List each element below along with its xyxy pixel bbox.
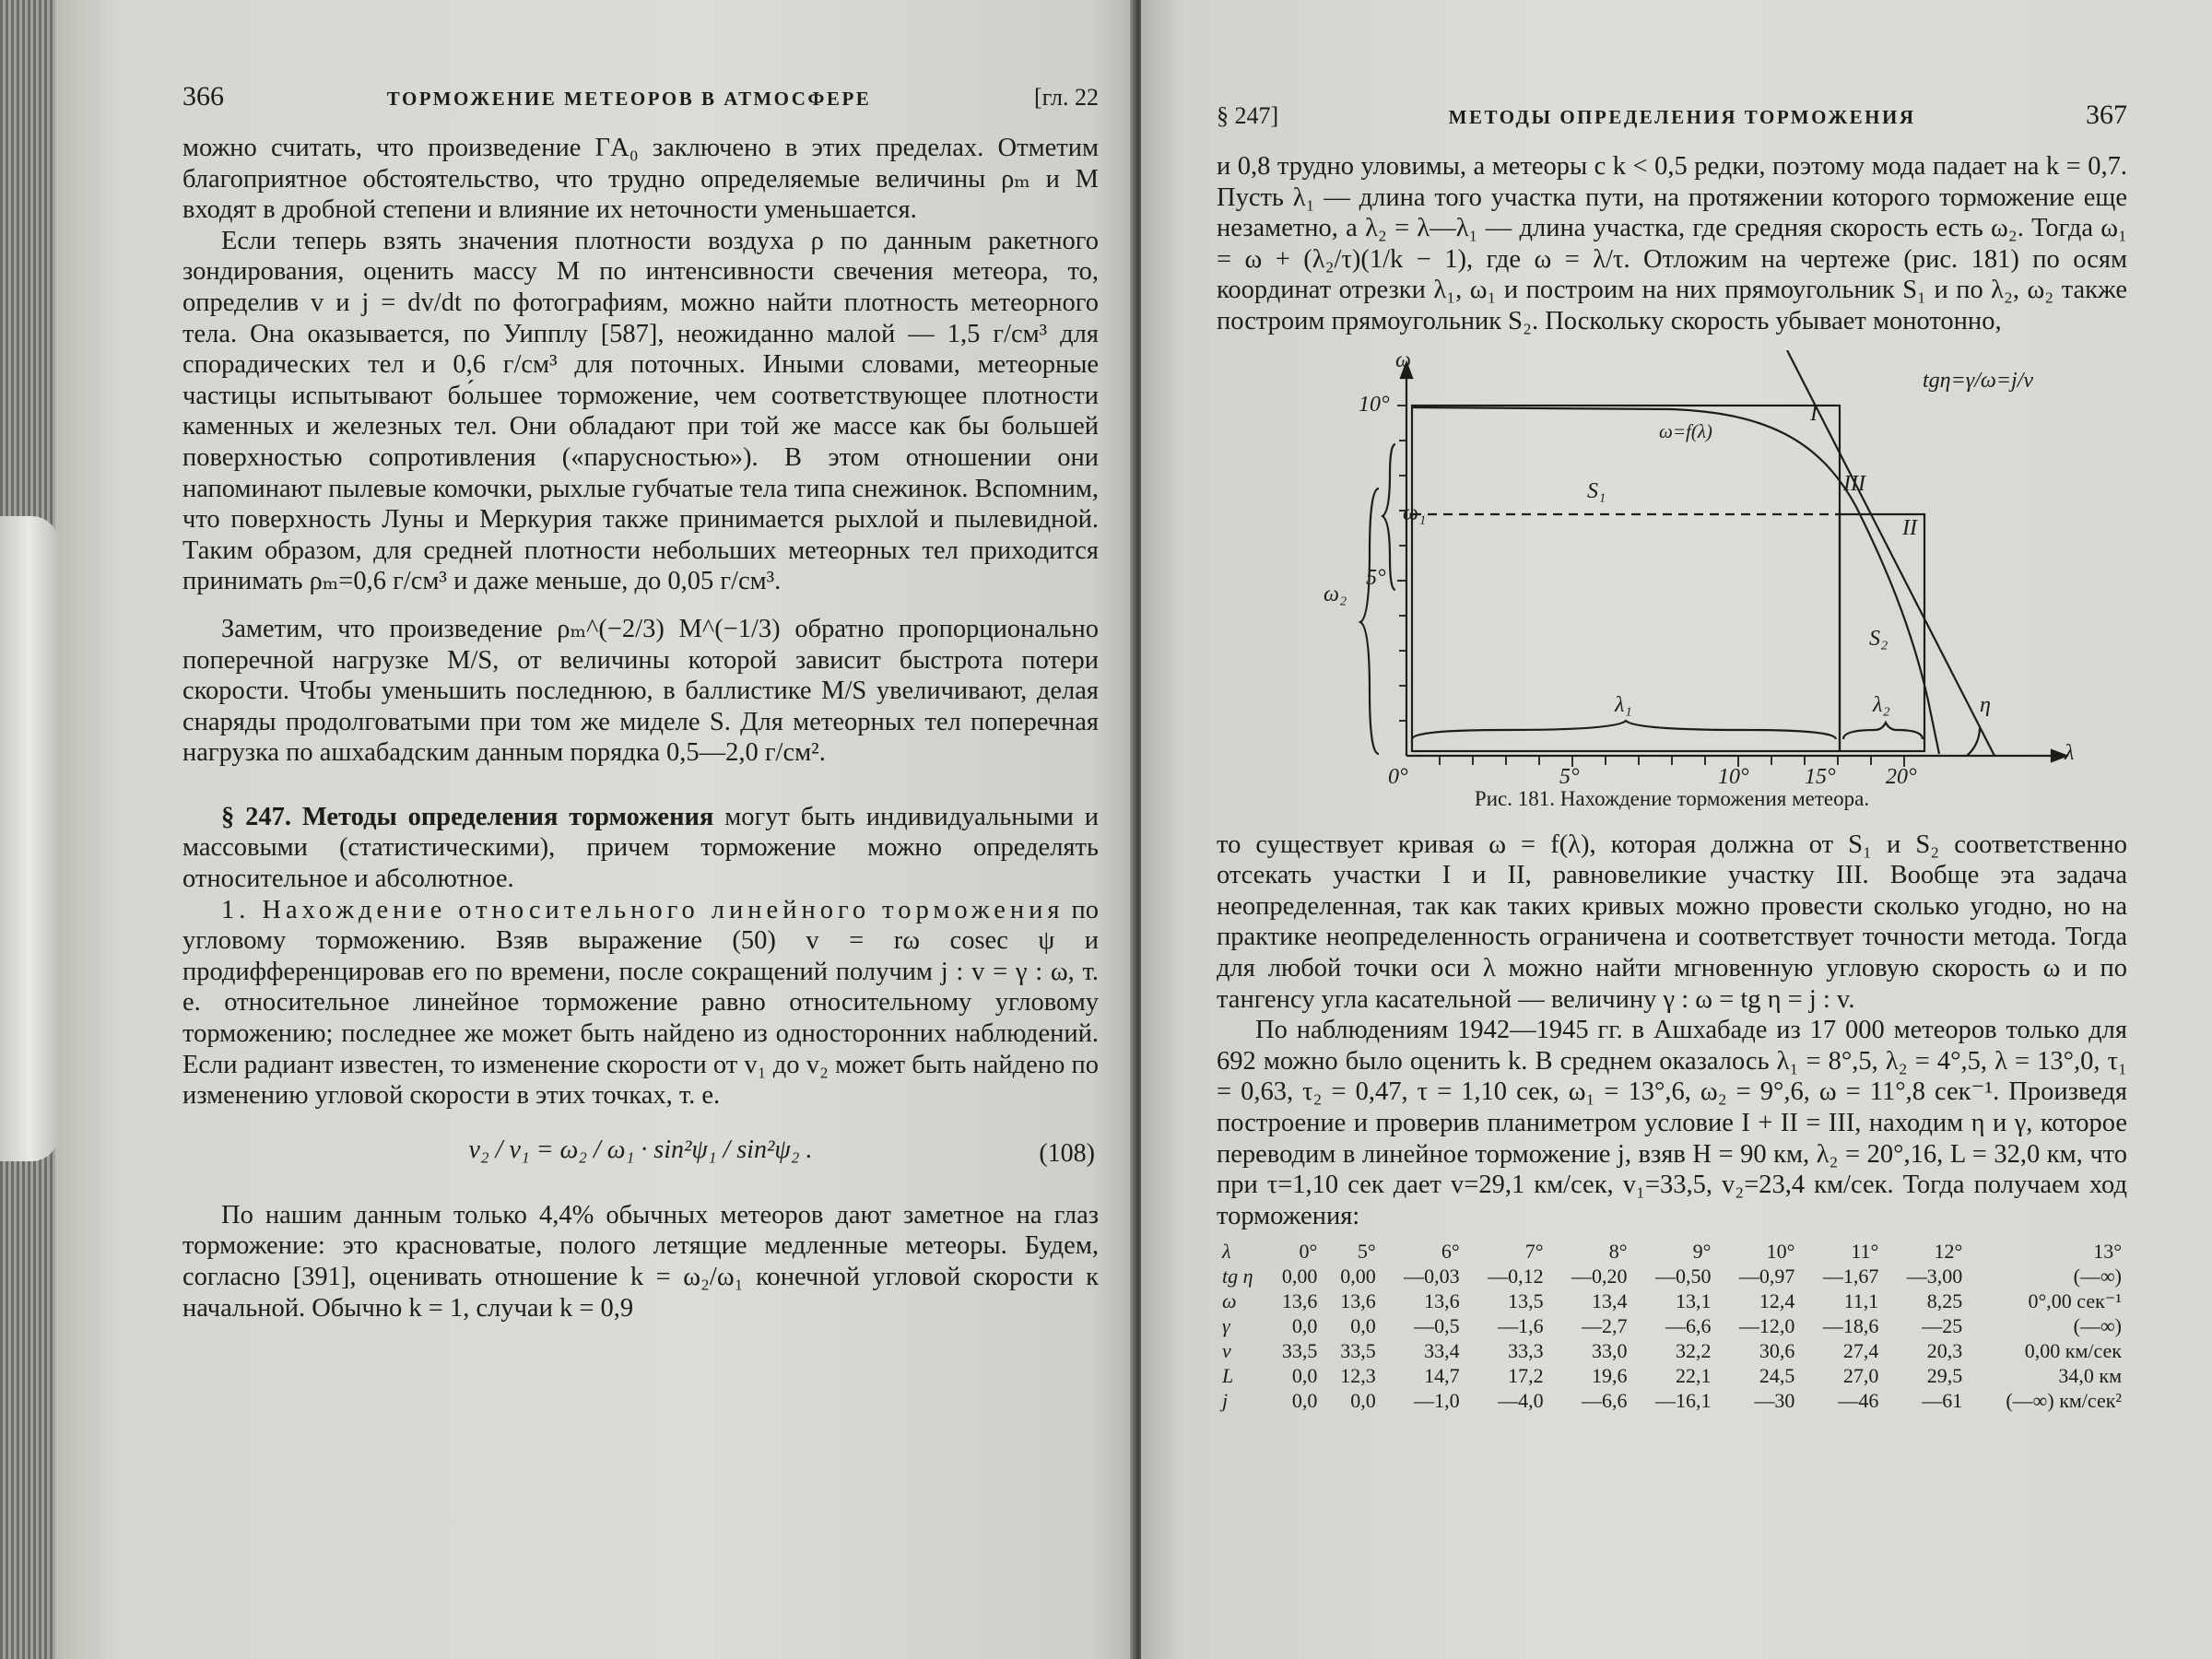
table-cell: 24,5 bbox=[1759, 1364, 1795, 1388]
table-row bbox=[1217, 1239, 2127, 1264]
table-cell: —25 bbox=[1922, 1314, 1963, 1338]
table-cell: —61 bbox=[1922, 1389, 1963, 1413]
table-cell: 29,5 bbox=[1926, 1364, 1963, 1388]
table-cell: 8,25 bbox=[1926, 1289, 1963, 1313]
label-omega1: ω₁ bbox=[1403, 500, 1427, 525]
table-cell: 11° bbox=[1851, 1240, 1879, 1264]
left-paragraph-2: Если теперь взять значения плотности воздуха ρ по данным ракетного зондирования, оценить массу M по интенсивности свечения метеора, то, определив v и j = dv/dt по фотографиям, можно найти плотность метеорного тела. Она оказывается, по Уипплу [587], неожиданно малой — 1,5 г/см³ для спорадических тел и 0,6 г/см³ для поточных. Иными словами, метеорные частицы испытывают бо́льшее торможение, чем соответствующее плотности каменных и железных тел. Они обладают при той же массе как бы большей поверхностью сопротивления («парусностью»). В этом отношении они напоминают пылевые комочки, рыхлые губчатые тела типа снежинок. Вспомним, что поверхность Луны и Меркурия также принимается рыхлой и пылевидной. Таким образом, для средней плотности небольших метеорных тел приходится принимать ρₘ=0,6 г/см³ и даже меньше, до 0,05 г/см³. bbox=[182, 226, 1099, 596]
method-1-title: 1. Нахождение относительного линейного торможения bbox=[221, 895, 1065, 924]
table-cell: 10° bbox=[1766, 1240, 1795, 1264]
table-cell: 0,0 bbox=[1291, 1364, 1318, 1388]
table-cell: 19,6 bbox=[1592, 1364, 1628, 1388]
right-paragraph-3: По наблюдениям 1942—1945 гг. в Ашхабаде из 17 000 метеоров только для 692 можно было оценить k. В среднем оказалось λ₁ = 8°,5, λ₂ = 4°,5, λ = 13°,0, τ₁ = 0,63, τ₂ = 0,47, τ = 1,10 сек, ω₁ = 13°,6, ω₂ = 9°,6, ω = 11°,8 сек⁻¹. Произведя построение и проверив планиметром условие I + II = III, находим η и γ, которое переводим в линейное торможение j, взяв H = 90 км, λ₂ = 20°,16, L = 32,0 км, что при τ=1,10 сек дает v=29,1 км/сек, v₁=33,5, v₂=23,4 км/сек. Тогда получаем ход торможения: bbox=[1217, 1016, 2127, 1230]
left-page-number: 366 bbox=[182, 81, 224, 112]
table-cell: 5° bbox=[1357, 1240, 1376, 1264]
x-tick-10: 10° bbox=[1718, 764, 1749, 789]
right-header-section: § 247] bbox=[1217, 102, 1279, 129]
x-tick-0: 0° bbox=[1388, 764, 1408, 789]
y-tick-10: 10° bbox=[1359, 392, 1390, 417]
page-clip bbox=[0, 516, 59, 1161]
table-cell: 0° bbox=[1299, 1240, 1318, 1264]
braking-table bbox=[1217, 1239, 2127, 1413]
table-row-header: tg η bbox=[1222, 1265, 1253, 1288]
table-cell: 12° bbox=[1934, 1240, 1963, 1264]
table-cell: (—∞) bbox=[2073, 1314, 2122, 1338]
left-header-chapter: [гл. 22 bbox=[1034, 84, 1099, 111]
table-cell: 0,00 bbox=[1281, 1265, 1318, 1288]
brace-omega2 bbox=[1360, 488, 1379, 754]
table-cell: —6,6 bbox=[1665, 1314, 1712, 1338]
table-cell: 13,1 bbox=[1675, 1289, 1712, 1313]
table-cell: 17,2 bbox=[1508, 1364, 1544, 1388]
table-row bbox=[1217, 1363, 2127, 1388]
table-cell: 13,4 bbox=[1592, 1289, 1628, 1313]
table-cell: 0,0 bbox=[1350, 1314, 1376, 1338]
formula-108-body: v₂ / v₁ = ω₂ / ω₁ · sin²ψ₁ / sin²ψ₂ . bbox=[468, 1135, 813, 1164]
label-s1: S₁ bbox=[1587, 478, 1606, 503]
method-1-text: по угловому торможению. Взяв выражение (50) v = rω cosec ψ и продифференцировав его по времени, после сокращений получим j : v = γ : ω, т. е. относительное линейное торможение равно относительному угловому торможению; последнее же может быть найдено из односторонних наблюдений. Если радиант известен, то изменение скорости от v₁ до v₂ может быть найдено по изменению угловой скорости в этих точках, т. е. bbox=[182, 895, 1099, 1111]
table-cell: 0,00 км/сек bbox=[2024, 1339, 2122, 1363]
curve-omega-f-lambda bbox=[1412, 407, 1939, 754]
table-cell: 22,1 bbox=[1675, 1364, 1712, 1388]
table-cell: 9° bbox=[1692, 1240, 1712, 1264]
table-cell: 33,5 bbox=[1281, 1339, 1318, 1363]
table-cell: 13,5 bbox=[1508, 1289, 1544, 1313]
label-lambda1: λ₁ bbox=[1615, 692, 1632, 717]
label-region-iii: III bbox=[1843, 471, 1865, 496]
table-cell: 14,7 bbox=[1424, 1364, 1460, 1388]
table-row bbox=[1217, 1313, 2127, 1338]
x-tick-5: 5° bbox=[1559, 764, 1580, 789]
left-page bbox=[55, 0, 1134, 1659]
table-cell: 33,5 bbox=[1340, 1339, 1376, 1363]
table-cell: —18,6 bbox=[1822, 1314, 1879, 1338]
figure-181 bbox=[1266, 347, 2077, 789]
table-cell: —46 bbox=[1838, 1389, 1879, 1413]
table-row bbox=[1217, 1264, 2127, 1288]
table-cell: —0,5 bbox=[1414, 1314, 1460, 1338]
label-omega2: ω₂ bbox=[1324, 582, 1347, 606]
table-cell: —12,0 bbox=[1738, 1314, 1795, 1338]
table-cell: —0,97 bbox=[1738, 1265, 1795, 1288]
table-cell: 8° bbox=[1608, 1240, 1628, 1264]
left-paragraph-5 bbox=[182, 895, 1099, 1112]
table-cell: 6° bbox=[1441, 1240, 1460, 1264]
table-row bbox=[1217, 1338, 2127, 1363]
table-cell: —1,6 bbox=[1498, 1314, 1544, 1338]
label-lambda2: λ₂ bbox=[1873, 692, 1890, 717]
table-cell: —30 bbox=[1754, 1389, 1795, 1413]
table-row-header: v bbox=[1222, 1339, 1231, 1363]
table-cell: (—∞) км/сек² bbox=[2006, 1389, 2122, 1413]
brace-lambda1 bbox=[1412, 721, 1836, 739]
label-region-i: I bbox=[1810, 401, 1818, 426]
brace-lambda2 bbox=[1843, 723, 1923, 739]
figure-formula: tgη=γ/ω=j/v bbox=[1923, 368, 2034, 393]
angle-eta-arc bbox=[1967, 728, 1980, 756]
table-row-header: ω bbox=[1222, 1289, 1237, 1313]
table-row-header: L bbox=[1222, 1364, 1234, 1388]
section-247-title: § 247. Методы определения торможения bbox=[221, 802, 714, 831]
figure-181-caption: Рис. 181. Нахождение торможения метеора. bbox=[1474, 786, 1870, 810]
table-row bbox=[1217, 1288, 2127, 1313]
right-header-title: МЕТОДЫ ОПРЕДЕЛЕНИЯ ТОРМОЖЕНИЯ bbox=[1448, 106, 1916, 128]
x-tick-15: 15° bbox=[1805, 764, 1836, 789]
table-cell: 33,4 bbox=[1424, 1339, 1460, 1363]
table-row-header: λ bbox=[1222, 1240, 1231, 1264]
table-cell: 11,1 bbox=[1843, 1289, 1879, 1313]
table-cell: —0,03 bbox=[1404, 1265, 1460, 1288]
axis-label-omega: ω bbox=[1395, 347, 1411, 372]
table-cell: —16,1 bbox=[1654, 1389, 1712, 1413]
table-cell: —0,50 bbox=[1654, 1265, 1712, 1288]
table-cell: 12,4 bbox=[1759, 1289, 1795, 1313]
left-paragraph-3: Заметим, что произведение ρₘ^(−2/3) M^(−1/3) обратно пропорционально поперечной нагрузке M/S, от величины которой зависит быстрота потери скорости. Чтобы уменьшить последнюю, в баллистике M/S увеличивают, делая снаряды продолговатыми при том же миделе S. Для метеорных тел поперечная нагрузка по ашхабадским данным порядка 0,5—2,0 г/см². bbox=[182, 614, 1099, 768]
left-paragraph-4 bbox=[182, 802, 1099, 895]
table-cell: —1,0 bbox=[1414, 1389, 1460, 1413]
table-cell: —1,67 bbox=[1822, 1265, 1879, 1288]
table-cell: 34,0 км bbox=[2058, 1364, 2122, 1388]
label-region-ii: II bbox=[1902, 515, 1917, 540]
table-cell: 30,6 bbox=[1759, 1339, 1795, 1363]
axis-label-lambda: λ bbox=[2065, 740, 2075, 765]
table-cell: —2,7 bbox=[1582, 1314, 1628, 1338]
table-cell: 13,6 bbox=[1424, 1289, 1460, 1313]
right-running-header bbox=[1217, 100, 2127, 131]
right-page-number: 367 bbox=[2086, 100, 2127, 130]
table-cell: 20,3 bbox=[1926, 1339, 1963, 1363]
formula-108-number: (108) bbox=[1039, 1138, 1095, 1168]
table-cell: —0,20 bbox=[1571, 1265, 1628, 1288]
right-paragraph-1: и 0,8 трудно уловимы, а метеоры с k < 0,5 редки, поэтому мода падает на k = 0,7. Пусть λ₁ — длина того участка пути, на протяжении которого торможение еще незаметно, а λ₂ = λ—λ₁ — длина участка, где средняя скорость есть ω₂. Тогда ω₁ = ω + (λ₂/τ)(1/k − 1), где ω = λ/τ. Отложим на чертеже (рис. 181) по осям координат отрезки λ₁, ω₁ и построим на них прямоугольник S₁ и по λ₂, ω₂ также построим прямоугольник S₂. Поскольку скорость убывает монотонно, bbox=[1217, 152, 2127, 335]
table-cell: —3,00 bbox=[1906, 1265, 1963, 1288]
table-cell: 13,6 bbox=[1281, 1289, 1318, 1313]
table-cell: 27,0 bbox=[1842, 1364, 1879, 1388]
table-cell: 32,2 bbox=[1675, 1339, 1712, 1363]
table-cell: 0,0 bbox=[1350, 1389, 1376, 1413]
y-tick-5: 5° bbox=[1366, 565, 1386, 590]
left-paragraph-1: можно считать, что произведение ΓA₀ заключено в этих пределах. Отметим благоприятное обстоятельство, что трудно определяемые величины ρₘ и M входят в дробной степени и влияние их неточности уменьшается. bbox=[182, 134, 1099, 225]
table-cell: 0,00 bbox=[1340, 1265, 1376, 1288]
left-header-title: ТОРМОЖЕНИЕ МЕТЕОРОВ В АТМОСФЕРЕ bbox=[386, 88, 872, 110]
table-cell: 13° bbox=[2093, 1240, 2122, 1264]
table-cell: —4,0 bbox=[1498, 1389, 1544, 1413]
table-cell: —6,6 bbox=[1582, 1389, 1628, 1413]
table-cell: 0°,00 сек⁻¹ bbox=[2028, 1289, 2122, 1313]
table-cell: 33,3 bbox=[1508, 1339, 1544, 1363]
table-cell: 7° bbox=[1524, 1240, 1544, 1264]
formula-108 bbox=[182, 1124, 1099, 1183]
label-s2: S₂ bbox=[1869, 626, 1888, 651]
table-cell: (—∞) bbox=[2073, 1265, 2122, 1288]
table-cell: 0,0 bbox=[1291, 1314, 1318, 1338]
table-cell: 13,6 bbox=[1340, 1289, 1376, 1313]
curve-label: ω=f(λ) bbox=[1659, 419, 1712, 442]
right-page bbox=[1141, 0, 2212, 1659]
tangent-line bbox=[1787, 350, 1994, 756]
y-axis-ticks bbox=[1397, 406, 1406, 721]
right-paragraph-2: то существует кривая ω = f(λ), которая должна от S₁ и S₂ соответственно отсекать участки I и II, равновеликие участку III. Вообще эта задача неопределенная, так как таких кривых можно провести сколько угодно, но на практике неопределенность ограничена и соответствует точности метода. Тогда для любой точки оси λ можно найти мгновенную угловую скорость ω и по тангенсу угла касательной — величину γ : ω = tg η = j : v. bbox=[1217, 830, 2127, 1014]
x-tick-20: 20° bbox=[1886, 764, 1917, 789]
table-cell: —0,12 bbox=[1488, 1265, 1544, 1288]
section-247-text: могут быть индивидуальными и массовыми (статистическими), причем торможение можно определять относительное и абсолютное. bbox=[182, 802, 1100, 894]
table-cell: 27,4 bbox=[1842, 1339, 1879, 1363]
table-row-header: γ bbox=[1222, 1314, 1230, 1338]
label-eta: η bbox=[1980, 692, 1991, 717]
table-cell: 12,3 bbox=[1340, 1364, 1376, 1388]
table-row-header: j bbox=[1222, 1389, 1229, 1413]
table-row bbox=[1217, 1388, 2127, 1413]
left-running-header bbox=[182, 81, 1099, 112]
table-cell: 33,0 bbox=[1592, 1339, 1628, 1363]
table-cell: 0,0 bbox=[1291, 1389, 1318, 1413]
left-paragraph-6: По нашим данным только 4,4% обычных метеоров дают заметное на глаз торможение: это красноватые, полого летящие медленные метеоры. Будем, согласно [391], оценивать отношение k = ω₂/ω₁ конечной угловой скорости к начальной. Обычно k = 1, случаи k = 0,9 bbox=[182, 1200, 1099, 1323]
